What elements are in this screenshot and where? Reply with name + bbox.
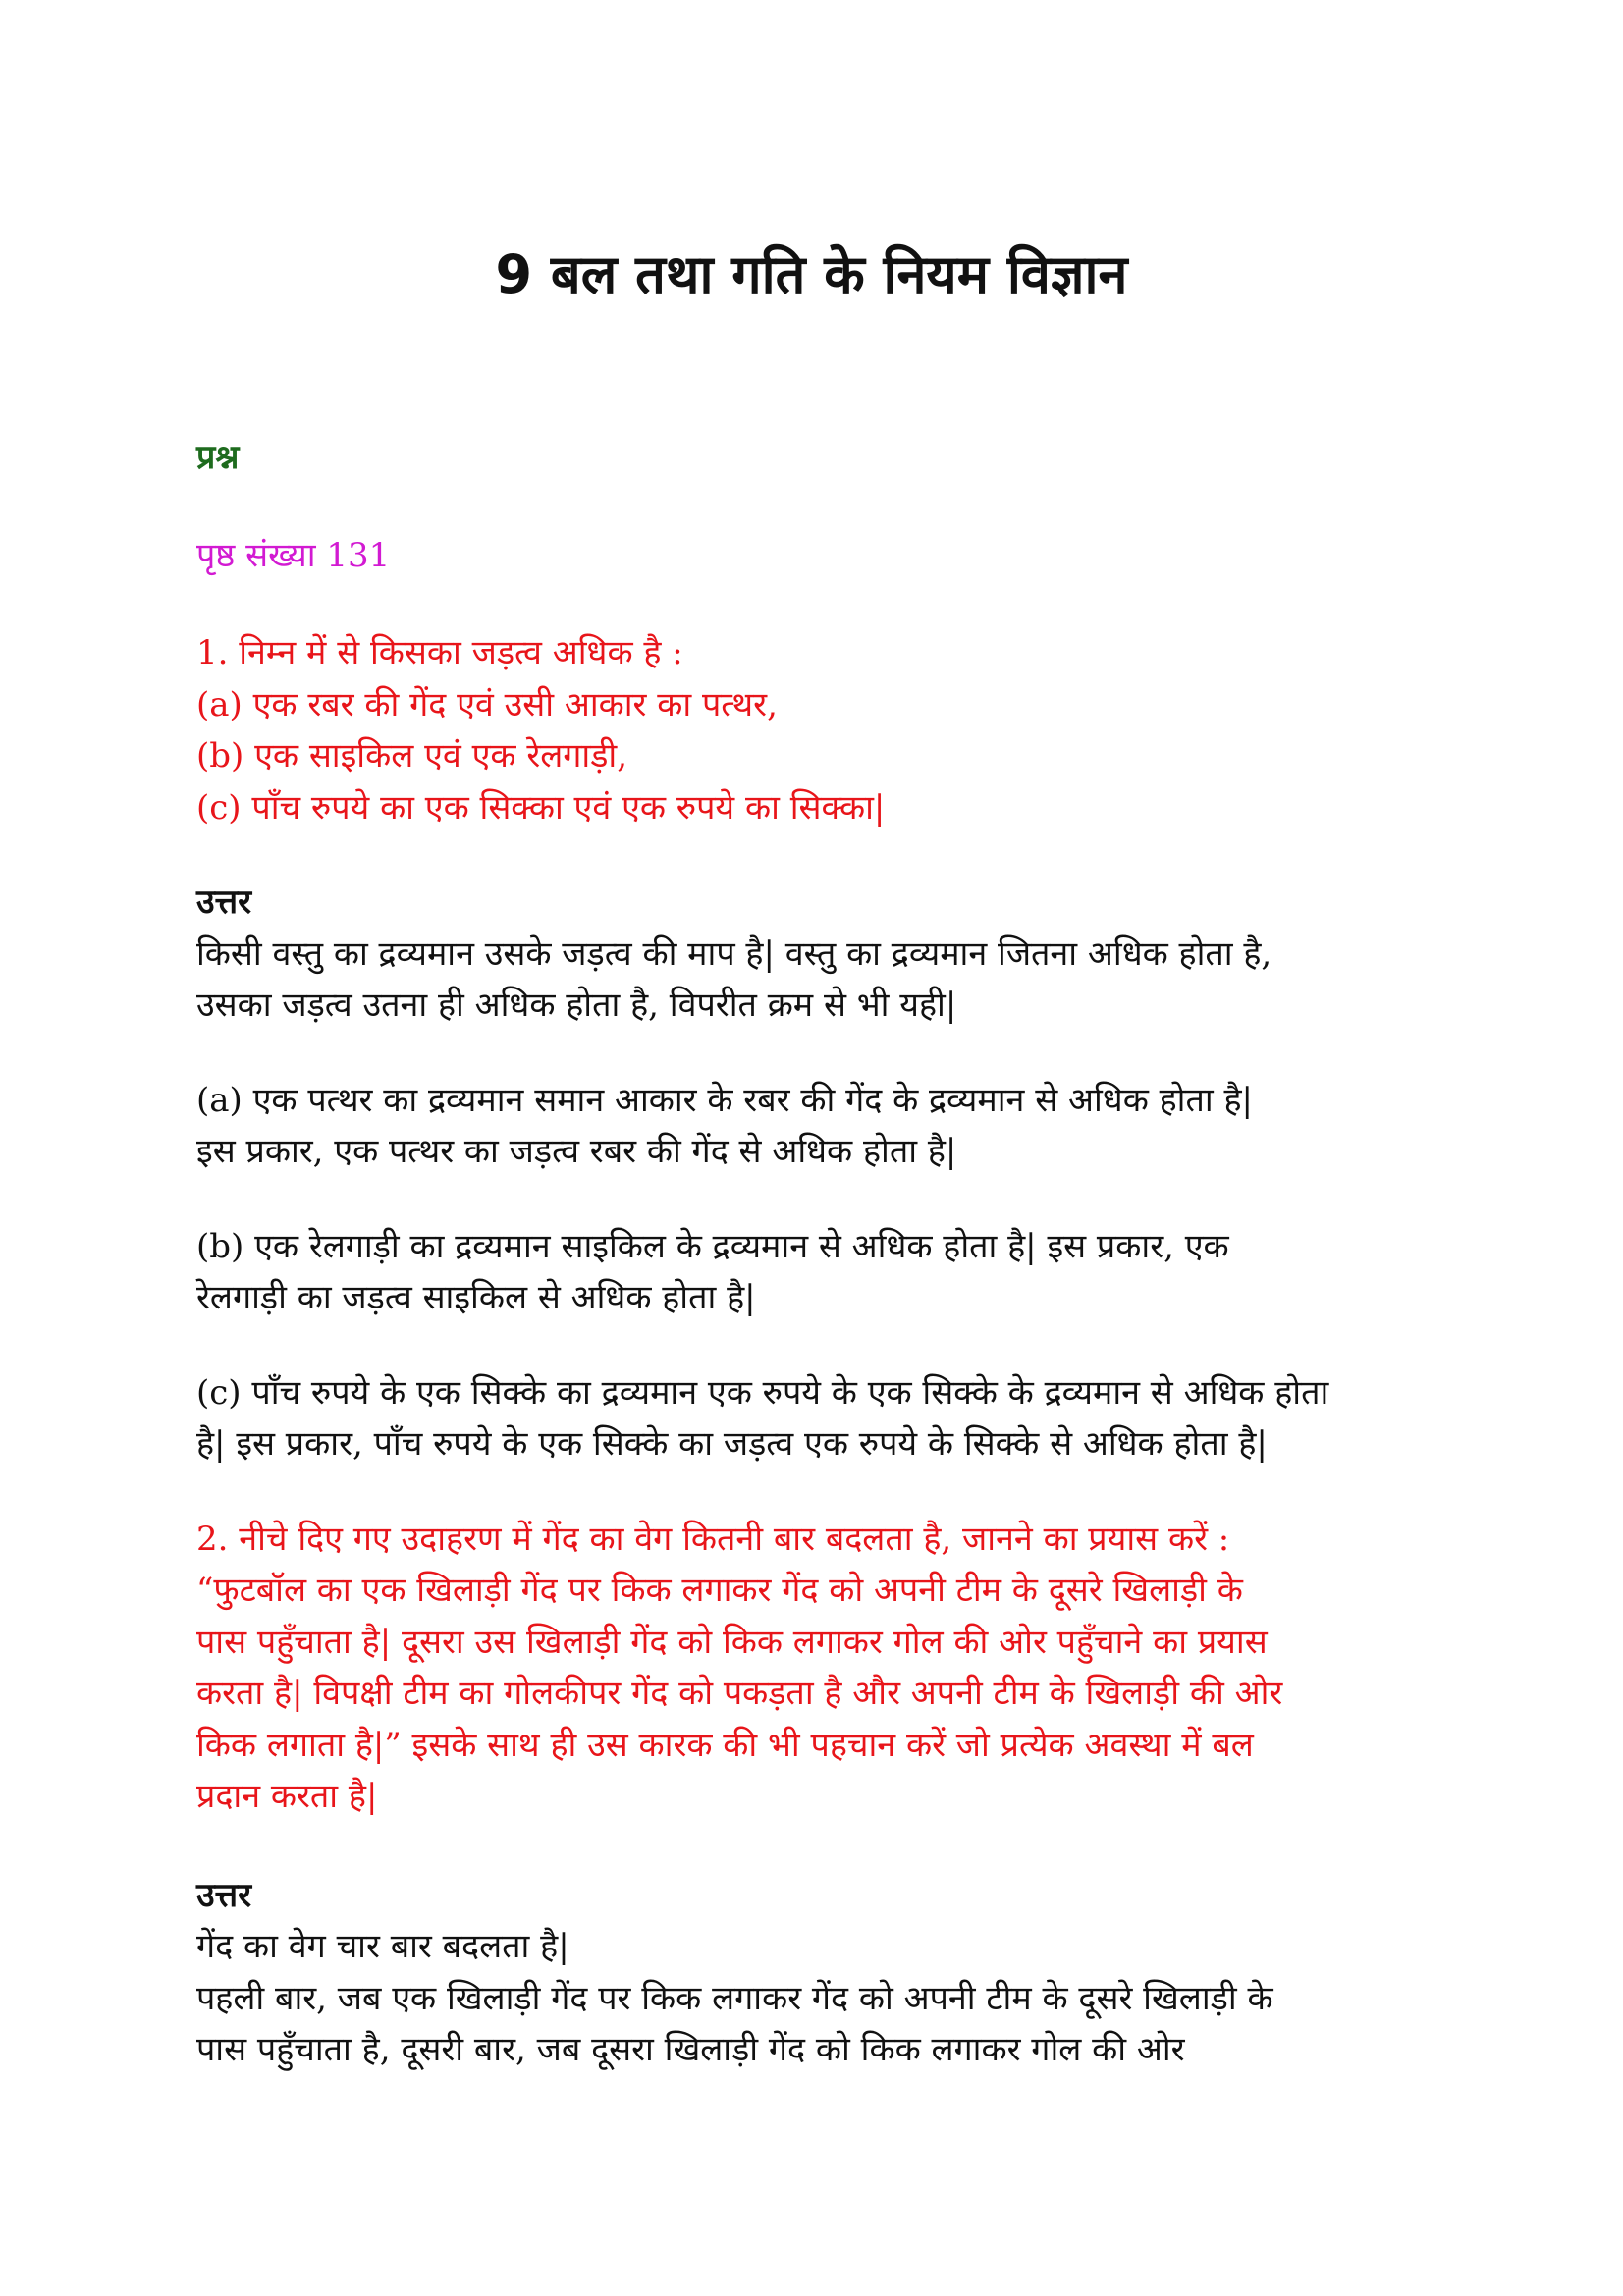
question-2-line: पास पहुँचाता है| दूसरा उस खिलाड़ी गेंद को किक लगाकर गोल की ओर पहुँचाने का प्रयास — [196, 1622, 1268, 1662]
question-1-option-b: (b) एक साइकिल एवं एक रेलगाड़ी, — [196, 736, 628, 775]
question-2-line: प्रदान करता है| — [196, 1777, 378, 1816]
question-1 — [196, 627, 1473, 833]
answer-2 — [196, 1870, 1473, 2076]
answer-2-line: पास पहुँचाता है, दूसरी बार, जब दूसरा खिलाड़ी गेंद को किक लगाकर गोल की ओर — [196, 2030, 1185, 2069]
page-title: 9 बल तथा गति के नियम विज्ञान — [495, 243, 1128, 305]
answer-1-part-a-line: इस प्रकार, एक पत्थर का जड़त्व रबर की गेंद से अधिक होता है| — [196, 1132, 957, 1171]
question-2-line: करता है| विपक्षी टीम का गोलकीपर गेंद को पकड़ता है और अपनी टीम के खिलाड़ी की ओर — [196, 1674, 1283, 1713]
answer-2-heading: उत्तर — [196, 1875, 252, 1915]
answer-2-line: पहली बार, जब एक खिलाड़ी गेंद पर किक लगाकर गेंद को अपनी टीम के दूसरे खिलाड़ी के — [196, 1978, 1273, 2018]
question-1-option-a: (a) एक रबर की गेंद एवं उसी आकार का पत्थर, — [196, 684, 778, 724]
answer-1 — [196, 877, 1473, 1470]
answer-1-part-b-line: (b) एक रेलगाड़ी का द्रव्यमान साइकिल के द्रव्यमान से अधिक होता है| इस प्रकार, एक — [196, 1226, 1229, 1266]
answer-1-part-b-line: रेलगाड़ी का जड़त्व साइकिल से अधिक होता है| — [196, 1278, 756, 1317]
question-1-option-c: (c) पाँच रुपये का एक सिक्का एवं एक रुपये का सिक्का| — [196, 787, 886, 828]
question-2 — [196, 1514, 1473, 1823]
question-2-line: “फुटबॉल का एक खिलाड़ी गेंद पर किक लगाकर गेंद को अपनी टीम के दूसरे खिलाड़ी के — [196, 1571, 1243, 1610]
question-1-line: 1. निम्न में से किसका जड़त्व अधिक है : — [196, 633, 683, 672]
page-reference: पृष्ठ संख्या 131 — [196, 535, 391, 575]
answer-1-part-c-line: है| इस प्रकार, पाँच रुपये के एक सिक्के का जड़त्व एक रुपये के सिक्के से अधिक होता है| — [196, 1424, 1268, 1464]
answer-1-intro-line: किसी वस्तु का द्रव्यमान उसके जड़त्व की माप है| वस्तु का द्रव्यमान जितना अधिक होता है, — [196, 934, 1272, 974]
answer-1-part-a-line: (a) एक पत्थर का द्रव्यमान समान आकार के रबर की गेंद के द्रव्यमान से अधिक होता है| — [196, 1080, 1253, 1120]
document-body — [196, 432, 1473, 2076]
answer-2-line: गेंद का वेग चार बार बदलता है| — [196, 1927, 569, 1966]
answer-1-intro-line: उसका जड़त्व उतना ही अधिक होता है, विपरीत क्रम से भी यही| — [196, 986, 957, 1025]
answer-1-part-c-line: (c) पाँच रुपये के एक सिक्के का द्रव्यमान एक रुपये के एक सिक्के के द्रव्यमान से अधिक होता — [196, 1372, 1329, 1413]
question-2-line: 2. नीचे दिए गए उदाहरण में गेंद का वेग कितनी बार बदलता है, जानने का प्रयास करें : — [196, 1519, 1230, 1559]
answer-1-heading: उत्तर — [196, 882, 252, 922]
section-heading: प्रश्न — [196, 438, 240, 477]
question-2-line: किक लगाता है|” इसके साथ ही उस कारक की भी पहचान करें जो प्रत्येक अवस्था में बल — [196, 1725, 1254, 1765]
